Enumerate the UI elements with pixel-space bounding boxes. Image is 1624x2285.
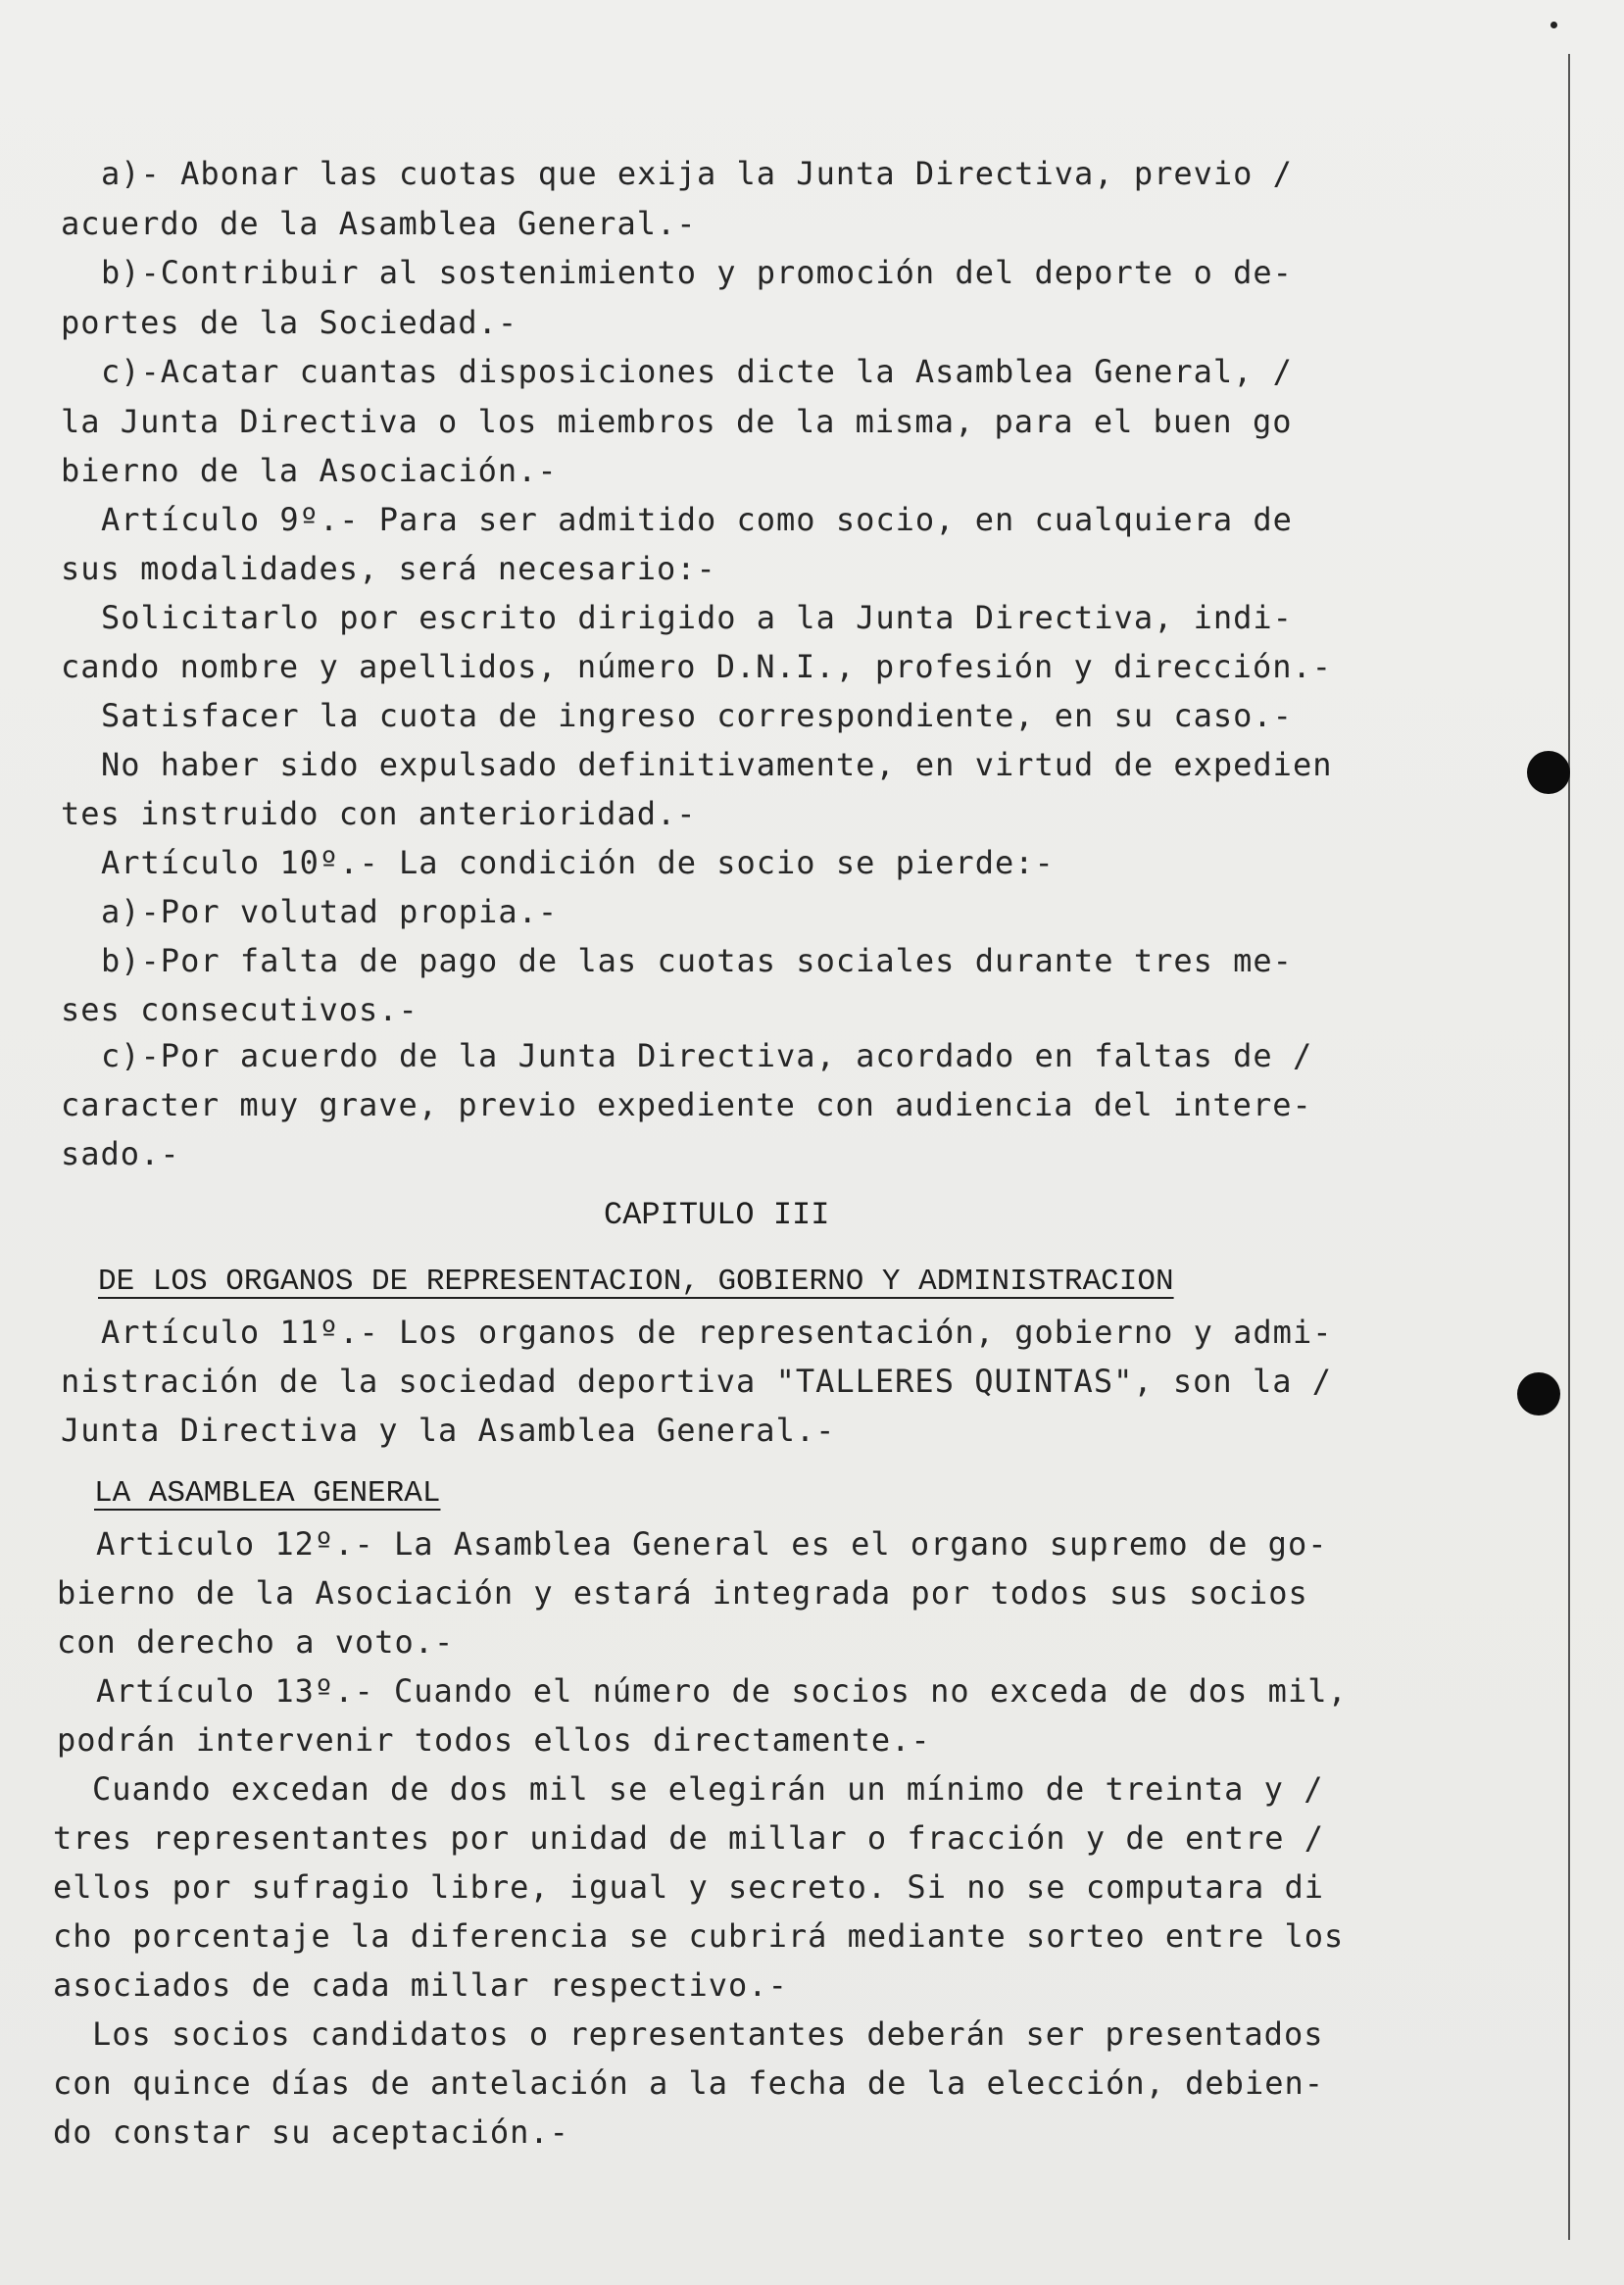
- text-line: Artículo 10º.- La condición de socio se pierde:-: [101, 844, 1055, 881]
- text-line: caracter muy grave, previo expediente con audiencia del intere-: [61, 1086, 1312, 1123]
- punch-hole: [1527, 751, 1570, 794]
- text-line: cando nombre y apellidos, número D.N.I., profesión y dirección.-: [61, 648, 1332, 685]
- text-line: Artículo 13º.- Cuando el número de socios no exceda de dos mil,: [96, 1672, 1348, 1710]
- text-line: con quince días de antelación a la fecha de la elección, debien-: [53, 2064, 1324, 2102]
- text-line: sus modalidades, será necesario:-: [61, 550, 716, 587]
- chapter-subtitle: DE LOS ORGANOS DE REPRESENTACION, GOBIERNO Y ADMINISTRACION: [98, 1265, 1174, 1299]
- text-line: sado.-: [61, 1135, 180, 1172]
- text-line: b)-Contribuir al sostenimiento y promoción del deporte o de-: [101, 254, 1293, 291]
- text-line: podrán intervenir todos ellos directamente.-: [57, 1721, 931, 1759]
- text-line: ellos por sufragio libre, igual y secreto. Si no se computara di: [53, 1868, 1324, 1906]
- text-line: asociados de cada millar respectivo.-: [53, 1966, 788, 2004]
- text-line: c)-Acatar cuantas disposiciones dicte la Asamblea General, /: [101, 353, 1293, 390]
- text-line: tres representantes por unidad de millar o fracción y de entre /: [53, 1819, 1324, 1857]
- speck: [1550, 22, 1557, 28]
- text-line: Junta Directiva y la Asamblea General.-: [61, 1412, 836, 1449]
- text-line: Los socios candidatos o representantes deberán ser presentados: [92, 2015, 1324, 2053]
- punch-hole: [1517, 1372, 1560, 1416]
- text-line: Artículo 11º.- Los organos de representación, gobierno y admi-: [101, 1314, 1333, 1351]
- text-line: acuerdo de la Asamblea General.-: [61, 205, 697, 242]
- text-line: a)-Por volutad propia.-: [101, 893, 559, 930]
- text-line: bierno de la Asociación.-: [61, 452, 558, 489]
- text-line: bierno de la Asociación y estará integrada por todos sus socios: [57, 1574, 1308, 1612]
- text-line: con derecho a voto.-: [57, 1623, 455, 1661]
- text-line: tes instruido con anterioridad.-: [61, 795, 697, 832]
- text-line: c)-Por acuerdo de la Junta Directiva, acordado en faltas de /: [101, 1037, 1313, 1074]
- text-line: No haber sido expulsado definitivamente, en virtud de expedien: [101, 746, 1333, 783]
- text-line: portes de la Sociedad.-: [61, 304, 518, 341]
- text-line: Articulo 12º.- La Asamblea General es el organo supremo de go-: [96, 1525, 1328, 1563]
- section-title: LA ASAMBLEA GENERAL: [94, 1476, 441, 1511]
- text-line: la Junta Directiva o los miembros de la misma, para el buen go: [61, 403, 1293, 440]
- text-line: do constar su aceptación.-: [53, 2113, 569, 2151]
- page-edge-line: [1568, 54, 1570, 2240]
- text-line: nistración de la sociedad deportiva "TALLERES QUINTAS", son la /: [61, 1363, 1332, 1400]
- chapter-title: CAPITULO III: [604, 1197, 830, 1233]
- text-line: Solicitarlo por escrito dirigido a la Junta Directiva, indi-: [101, 599, 1293, 636]
- text-line: Cuando excedan de dos mil se elegirán un mínimo de treinta y /: [92, 1770, 1324, 1808]
- text-line: Artículo 9º.- Para ser admitido como socio, en cualquiera de: [101, 501, 1293, 538]
- text-line: cho porcentaje la diferencia se cubrirá mediante sorteo entre los: [53, 1917, 1345, 1955]
- text-line: Satisfacer la cuota de ingreso correspondiente, en su caso.-: [101, 697, 1293, 734]
- text-line: a)- Abonar las cuotas que exija la Junta Directiva, previo /: [101, 155, 1293, 192]
- text-line: b)-Por falta de pago de las cuotas sociales durante tres me-: [101, 942, 1293, 979]
- text-line: ses consecutivos.-: [61, 991, 418, 1028]
